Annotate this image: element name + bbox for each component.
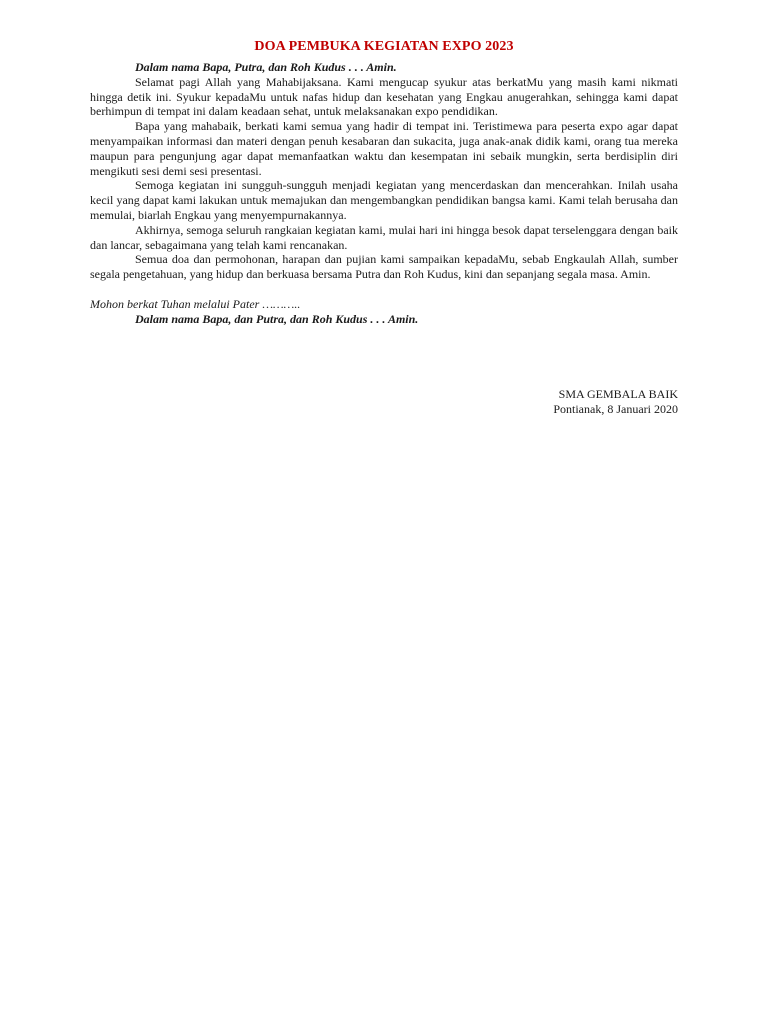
signature-organization: SMA GEMBALA BAIK xyxy=(558,387,678,401)
paragraph-gratitude: Selamat pagi Allah yang Mahabijaksana. Kami mengucap syukur atas berkatMu yang masih kami nikmati hingga detik ini. Syukur kepadaMu untuk nafas hidup dan kesehatan yang Engkau anugerahkan, sehingga kami dapat berhimpun di tempat ini dalam keadaan sehat, untuk melaksanakan expo pendidikan. xyxy=(90,74,678,119)
signature-place-date: Pontianak, 8 Januari 2020 xyxy=(553,401,678,416)
document-body xyxy=(90,38,678,326)
blank-line xyxy=(90,282,678,297)
document-title: DOA PEMBUKA KEGIATAN EXPO 2023 xyxy=(254,39,514,54)
closing-invocation: Dalam nama Bapa, dan Putra, dan Roh Kudus . . . Amin. xyxy=(135,311,419,326)
closing-line: Mohon berkat Tuhan melalui Pater ……….. xyxy=(90,296,301,311)
opening-invocation: Dalam nama Bapa, Putra, dan Roh Kudus . . . Amin. xyxy=(135,60,397,74)
signature-block xyxy=(553,387,678,417)
paragraph-blessing: Bapa yang mahabaik, berkati kami semua yang hadir di tempat ini. Teristimewa para peserta expo agar dapat menyampaikan informasi dan materi dengan penuh kesabaran dan sukacita, juga anak-anak didik kami, orang tua mereka maupun para pengunjung agar dapat memanfaatkan waktu dan kesempatan ini sebaik mungkin, serta berdisiplin diri mengikuti sesi demi sesi presentasi. xyxy=(90,119,678,178)
paragraph-hope: Semoga kegiatan ini sungguh-sungguh menjadi kegiatan yang mencerdaskan dan mencerahkan. Inilah usaha kecil yang dapat kami lakukan untuk memajukan dan mengembangkan pendidikan bangsa kami. Kami telah berusaha dan memulai, biarlah Engkau yang menyempurnakannya. xyxy=(90,178,678,222)
paragraph-finally: Akhirnya, semoga seluruh rangkaian kegiatan kami, mulai hari ini hingga besok dapat terselenggara dengan baik dan lancar, sebagaimana yang telah kami rencanakan. xyxy=(90,222,678,252)
paragraph-conclusion: Semua doa dan permohonan, harapan dan pujian kami sampaikan kepadaMu, sebab Engkaulah Allah, sumber segala pengetahuan, yang hidup dan berkuasa bersama Putra dan Roh Kudus, kini dan sepanjang segala masa. Amin. xyxy=(90,252,678,282)
